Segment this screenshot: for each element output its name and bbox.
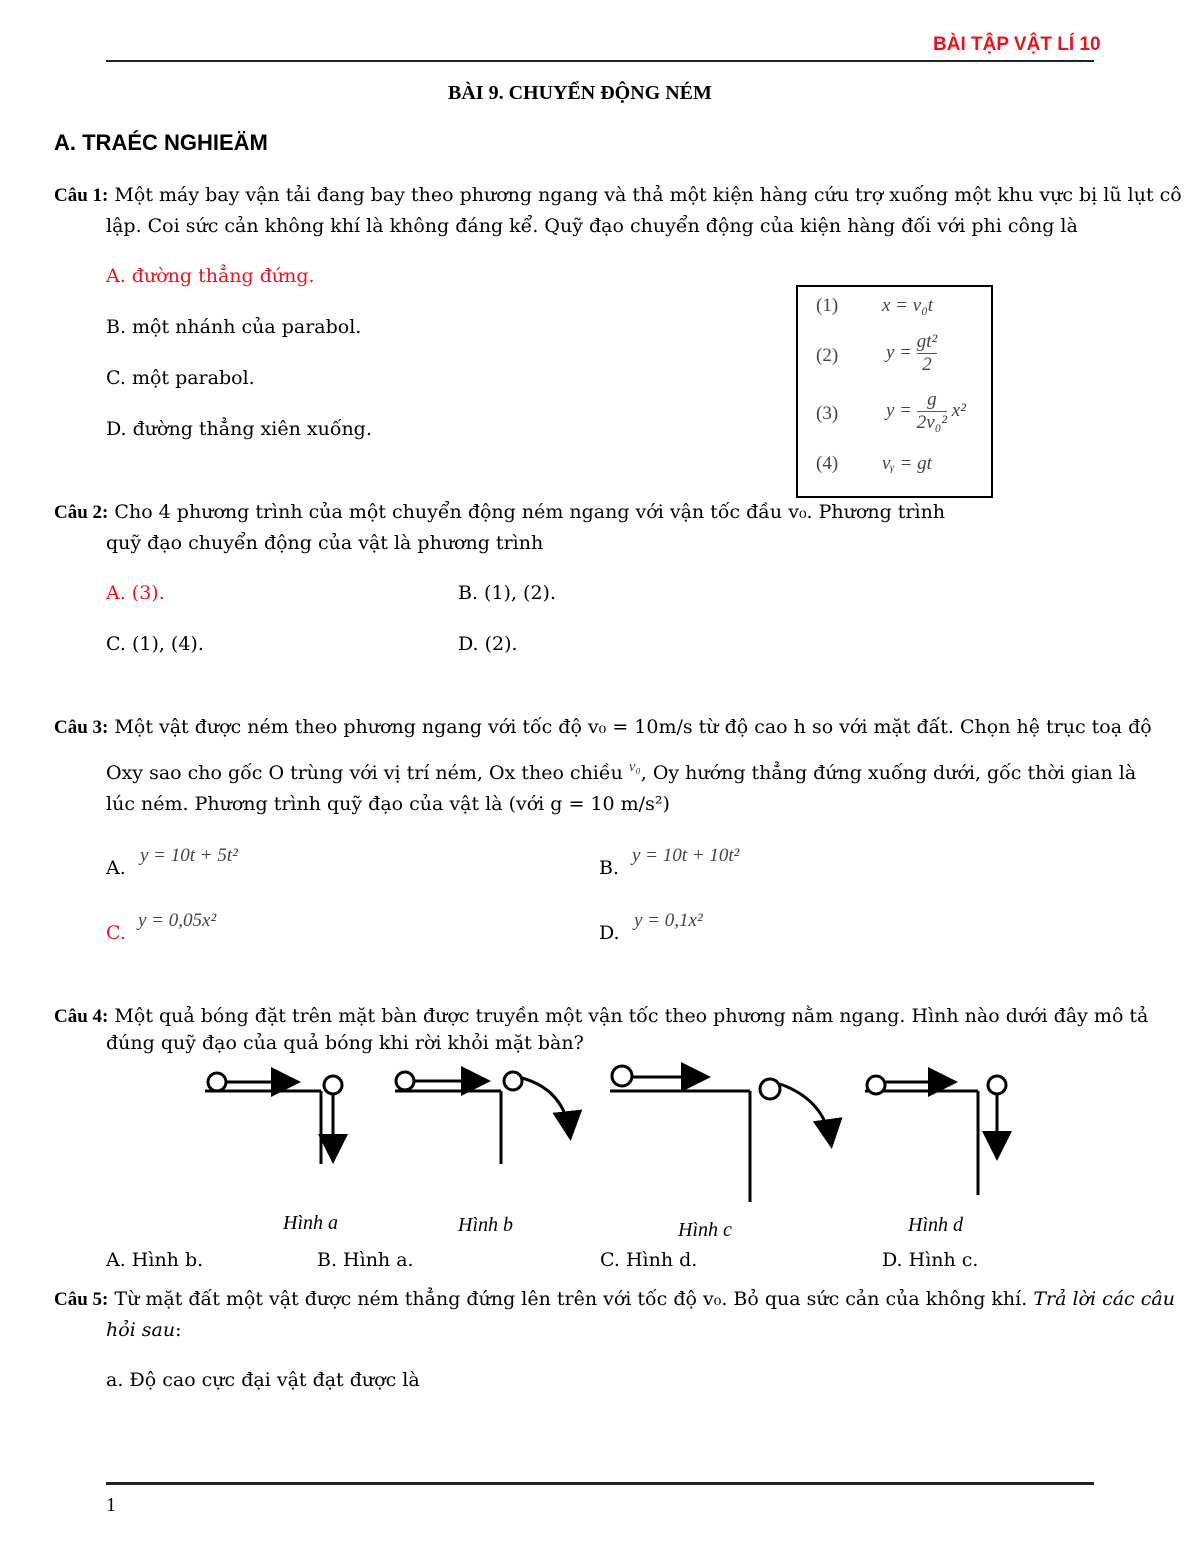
question-text: Một quả bóng đặt trên mặt bàn được truyền một vận tốc theo phương nằm ngang. Hình nào dưới đây mô tả — [114, 1005, 1149, 1027]
figure-label-d: Hình d — [908, 1214, 963, 1236]
answer-b[interactable]: B. (1), (2). — [458, 582, 556, 604]
sub-question-a: a. Độ cao cực đại vật đạt được là — [106, 1369, 420, 1391]
answer-b[interactable] — [599, 857, 619, 879]
answer-c[interactable] — [106, 922, 126, 944]
figure-a — [205, 1073, 342, 1164]
question-text: Một vật được ném theo phương ngang với tốc độ v₀ = 10m/s từ độ cao h so với mặt đất. Chọn hệ trục toạ độ — [114, 716, 1152, 738]
answer-b-equation: y = 10t + 10t² — [632, 845, 740, 866]
equation-4: vᵧ = gt — [882, 453, 932, 474]
fraction-denominator: 2v₀² — [916, 412, 948, 433]
header-rule — [106, 60, 1094, 62]
answer-d[interactable] — [599, 922, 620, 944]
answer-d[interactable]: D. đường thẳng xiên xuống. — [106, 418, 372, 440]
equation-1: x = v₀t — [882, 295, 934, 316]
question-text: lúc ném. Phương trình quỹ đạo của vật là (với g = 10 m/s²) — [106, 793, 670, 815]
equation-tail: x² — [951, 399, 966, 421]
question-text: Một máy bay vận tải đang bay theo phương ngang và thả một kiện hàng cứu trợ xuống một khu vực bị lũ lụt cô — [114, 184, 1182, 206]
lesson-title: BÀI 9. CHUYỂN ĐỘNG NÉM — [448, 82, 712, 104]
figure-c — [610, 1066, 831, 1202]
equation-2 — [886, 331, 937, 376]
fraction-numerator: gt² — [916, 331, 938, 352]
question-text: , Oy hướng thẳng đứng xuống dưới, gốc thời gian là — [640, 762, 1137, 784]
answer-d-equation: y = 0,1x² — [634, 910, 703, 931]
answer-b[interactable]: B. Hình a. — [317, 1249, 414, 1271]
question-text: Từ mặt đất một vật được ném thẳng đứng lên trên với tốc độ v₀. Bỏ qua sức cản của không khí. — [114, 1288, 1028, 1310]
answer-b[interactable]: B. một nhánh của parabol. — [106, 316, 362, 338]
answer-letter: C. — [106, 922, 126, 944]
answer-a-equation: y = 10t + 5t² — [140, 845, 238, 866]
page-number: 1 — [106, 1494, 116, 1516]
question-instruction: hỏi sau — [106, 1319, 176, 1341]
footer-rule — [106, 1482, 1094, 1485]
answer-letter: A. — [106, 857, 126, 879]
answer-d[interactable]: D. Hình c. — [882, 1249, 979, 1271]
answer-c[interactable]: C. một parabol. — [106, 367, 255, 389]
answer-c-equation: y = 0,05x² — [138, 910, 217, 931]
question-text: Oxy sao cho gốc O trùng với vị trí ném, Ox theo chiều — [106, 762, 623, 784]
vector-v0: v₀ — [628, 759, 641, 775]
equation-3 — [886, 389, 966, 434]
question-text: quỹ đạo chuyển động của vật là phương trình — [106, 532, 544, 554]
question-label: Câu 5: — [54, 1289, 109, 1310]
question-instruction: Trả lời các câu — [1033, 1288, 1175, 1310]
question-text: đúng quỹ đạo của quả bóng khi rời khỏi mặt bàn? — [106, 1032, 584, 1054]
trajectory-figures — [195, 1060, 1025, 1210]
answer-a[interactable] — [106, 857, 126, 879]
question-text: lập. Coi sức cản không khí là không đáng kể. Quỹ đạo chuyển động của kiện hàng đối với phi công là — [106, 215, 1078, 237]
header-title: BÀI TẬP VẬT LÍ 10 — [933, 34, 1101, 55]
equation-box — [796, 285, 993, 498]
answer-a[interactable]: A. đường thẳng đứng. — [106, 265, 315, 287]
fraction-denominator: 2 — [922, 354, 932, 375]
equation-number: (3) — [816, 403, 839, 424]
section-title: A. TRAÉC NGHIEÄM — [54, 130, 268, 155]
question-label: Câu 1: — [54, 185, 109, 206]
question-label: Câu 4: — [54, 1006, 109, 1027]
answer-c[interactable]: C. (1), (4). — [106, 633, 204, 655]
question-label: Câu 2: — [54, 502, 109, 523]
figure-b — [395, 1072, 570, 1164]
question-text: Cho 4 phương trình của một chuyển động ném ngang với vận tốc đầu v₀. Phương trình — [114, 501, 946, 523]
equation-lhs: y = — [886, 341, 913, 363]
equation-number: (4) — [816, 453, 839, 474]
answer-c[interactable]: C. Hình d. — [600, 1249, 698, 1271]
answer-a[interactable]: A. Hình b. — [106, 1249, 204, 1271]
equation-lhs: y = — [886, 399, 913, 421]
figure-label-b: Hình b — [458, 1214, 513, 1236]
answer-d[interactable]: D. (2). — [458, 633, 518, 655]
question-text: : — [175, 1319, 182, 1341]
fraction-numerator: g — [917, 389, 947, 412]
equation-number: (2) — [816, 345, 839, 366]
figure-d — [865, 1076, 1006, 1195]
answer-letter: B. — [599, 857, 620, 879]
answer-letter: D. — [599, 922, 620, 944]
question-label: Câu 3: — [54, 717, 109, 738]
answer-a[interactable]: A. (3). — [106, 582, 165, 604]
figure-label-a: Hình a — [283, 1212, 338, 1234]
equation-number: (1) — [816, 295, 839, 316]
figure-label-c: Hình c — [678, 1219, 732, 1241]
